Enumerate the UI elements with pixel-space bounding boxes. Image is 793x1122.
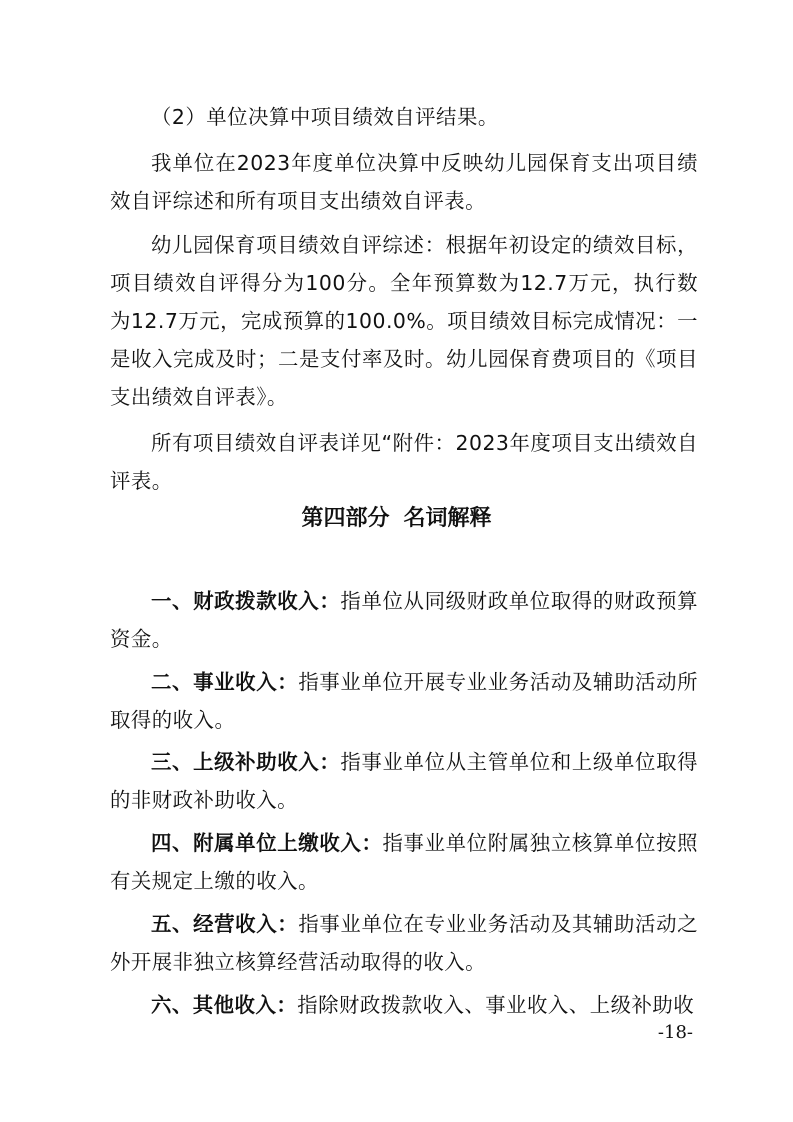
definition-term: 二、事业收入： [151, 670, 299, 694]
definition-text: 指事业单位开展专业业务活动及辅助活动所取得的收入。 [110, 670, 698, 732]
definition-term: 一、财政拨款收入： [151, 589, 341, 613]
definition-item [110, 986, 698, 1024]
definition-text: 指除财政拨款收入、事业收入、上级补助收 [297, 993, 695, 1017]
definition-item [110, 663, 698, 739]
paragraph-final-accounts: 我单位在2023年度单位决算中反映幼儿园保育支出项目绩效自评综述和所有项目支出绩效自评表。 [110, 151, 698, 213]
paragraph-attachment-note: 所有项目绩效自评表详见“附件：2023年度项目支出绩效自评表。 [110, 431, 698, 493]
section-title: 名词解释 [403, 506, 492, 531]
definition-item [110, 824, 698, 900]
definition-item [110, 582, 698, 658]
definition-item [110, 905, 698, 981]
definition-item [110, 743, 698, 819]
paragraph-self-evaluation-result: （2）单位决算中项目绩效自评结果。 [151, 105, 499, 129]
definition-text: 指事业单位在专业业务活动及其辅助活动之外开展非独立核算经营活动取得的收入。 [110, 912, 698, 974]
section-part: 第四部分 [301, 506, 390, 531]
definition-term: 四、附属单位上缴收入： [151, 831, 383, 855]
definition-text: 指单位从同级财政单位取得的财政预算资金。 [110, 589, 699, 651]
definition-term: 五、经营收入： [151, 912, 299, 936]
definition-term: 六、其他收入： [151, 993, 298, 1017]
definition-text: 指事业单位从主管单位和上级单位取得的非财政补助收入。 [110, 750, 699, 812]
page-number: -18- [657, 1022, 693, 1043]
definition-term: 三、上级补助收入： [151, 750, 341, 774]
definition-text: 指事业单位附属独立核算单位按照有关规定上缴的收入。 [110, 831, 699, 893]
paragraph-kindergarten-summary: 幼儿园保育项目绩效自评综述：根据年初设定的绩效目标，项目绩效自评得分为100分。全年预算数为12.7万元，执行数为12.7万元，完成预算的100.0%。项目绩效目标完成情况：一是收入完成及时；二是支付率及时。幼儿园保育费项目的《项目支出绩效自评表》。 [110, 233, 698, 409]
section-heading [0, 503, 793, 535]
